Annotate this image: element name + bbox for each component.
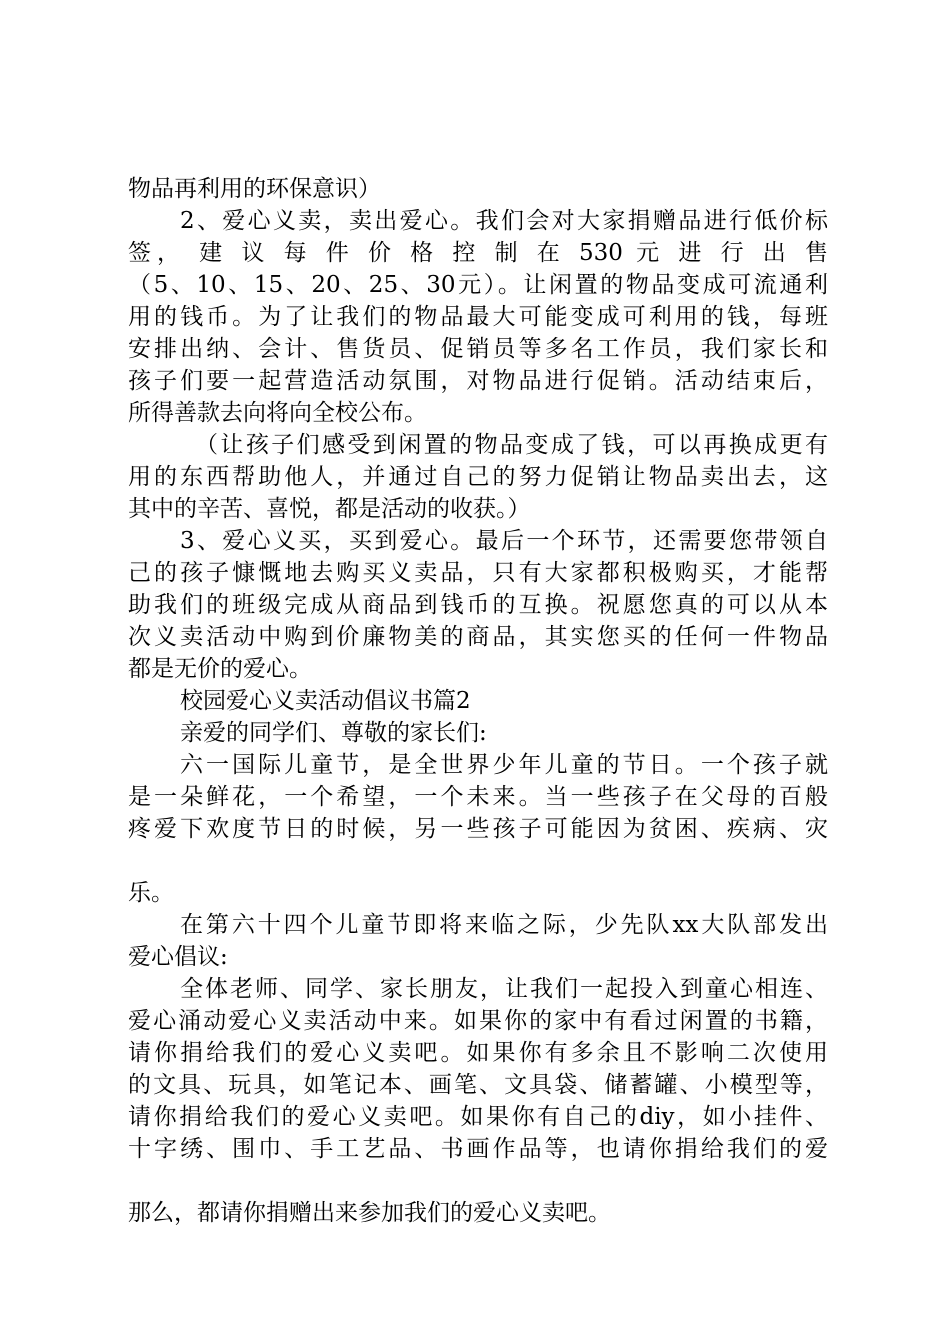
text-line-with-gaps — [128, 1165, 828, 1197]
text-line: 的文具、玩具，如笔记本、画笔、文具袋、储蓄罐、小模型等， — [128, 1072, 828, 1098]
section-heading: 校园爱心义卖活动倡议书篇2 — [180, 688, 471, 714]
text-line: 那么，都请你捐赠出来参加我们的爱心义卖吧。 — [128, 1200, 611, 1226]
text-line-with-gaps — [128, 845, 828, 877]
text-line: 安排出纳、会计、售货员、促销员等多名工作员，我们家长和 — [128, 336, 828, 362]
text-line: 都是无价的爱心。 — [128, 656, 312, 682]
text-line: 其中的辛苦、喜悦，都是活动的收获。） — [128, 496, 531, 522]
text-line: 疼爱下欢度节日的时候，另一些孩子可能因为贫困、疾病、灾 — [128, 816, 828, 842]
text-line: 爱心倡议: — [128, 944, 228, 970]
text-line: 乐。 — [128, 880, 174, 906]
text-line: 六一国际儿童节，是全世界少年儿童的节日。一个孩子就 — [180, 752, 828, 778]
text-line: 签， 建 议 每 件 价 格 控 制 在 530 元 进 行 出 售 — [128, 240, 828, 266]
text-line: 2、爱心义卖，卖出爱心。我们会对大家捐赠品进行低价标 — [180, 208, 828, 234]
text-line: 请你捐给我们的爱心义卖吧。如果你有多余且不影响二次使用 — [128, 1040, 828, 1066]
text-line: 次义卖活动中购到价廉物美的商品，其实您买的任何一件物品 — [128, 624, 828, 650]
text-line: 是一朵鲜花，一个希望，一个未来。当一些孩子在父母的百般 — [128, 784, 828, 810]
salutation: 亲爱的同学们、尊敬的家长们: — [180, 720, 487, 746]
text-line: 孩子们要一起营造活动氛围，对物品进行促销。活动结束后， — [128, 368, 828, 394]
text-line: 全体老师、同学、家长朋友，让我们一起投入到童心相连、 — [180, 976, 828, 1002]
text-line: 己的孩子慷慨地去购买义卖品，只有大家都积极购买，才能帮 — [128, 560, 828, 586]
text-line: 助我们的班级完成从商品到钱币的互换。祝愿您真的可以从本 — [128, 592, 828, 618]
text-line: 十字绣、围巾、手工艺品、书画作品等，也请你捐给我们的爱 — [128, 1136, 828, 1162]
text-line: 在第六十四个儿童节即将来临之际，少先队xx大队部发出 — [180, 912, 828, 938]
text-line: 3、爱心义买，买到爱心。最后一个环节，还需要您带领自 — [180, 528, 828, 554]
text-line: 用的钱币。为了让我们的物品最大可能变成可利用的钱，每班 — [128, 304, 828, 330]
text-line: （5、10、15、20、25、30元）。让闲置的物品变成可流通利 — [128, 272, 828, 298]
text-line: 所得善款去向将向全校公布。 — [128, 400, 427, 426]
text-line: （让孩子们感受到闲置的物品变成了钱，可以再换成更有 — [195, 432, 828, 458]
text-line: 爱心涌动爱心义卖活动中来。如果你的家中有看过闲置的书籍， — [128, 1008, 828, 1034]
text-line: 请你捐给我们的爱心义卖吧。如果你有自己的diy，如小挂件、 — [128, 1104, 828, 1130]
text-line: 用的东西帮助他人，并通过自己的努力促销让物品卖出去，这 — [128, 464, 828, 490]
text-line: 物品再利用的环保意识） — [128, 176, 381, 202]
